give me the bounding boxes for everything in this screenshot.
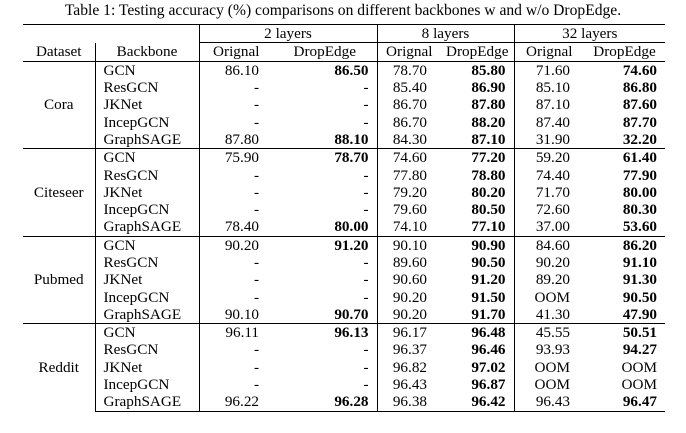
original-value-cell: 90.20: [514, 254, 584, 271]
dropedge-value-cell: 96.46: [471, 341, 506, 359]
dropedge-value-cell: 85.80: [441, 61, 514, 79]
original-value-cell: -: [199, 184, 273, 201]
dataset-label: Cora: [23, 61, 95, 148]
dropedge-value-cell: -: [363, 358, 369, 376]
dropedge-value-cell: OOM: [621, 358, 657, 376]
table-row: [23, 131, 665, 149]
original-value-cell: -: [199, 201, 273, 218]
table-row: [23, 236, 665, 254]
original-value-cell: OOM: [514, 288, 584, 305]
original-value-cell: -: [199, 359, 273, 376]
original-value-cell: 74.10: [377, 218, 441, 236]
dropedge-value-cell: 91.10: [622, 254, 657, 271]
dropedge-value-cell: 86.50: [273, 61, 377, 79]
subheader-original: Orignal: [377, 43, 441, 61]
table-row: [23, 393, 665, 411]
group-header-8-layers: 8 layers: [377, 25, 514, 43]
original-value-cell: 96.43: [377, 376, 441, 393]
dropedge-value-cell: 86.90: [471, 79, 506, 97]
results-table: [23, 24, 665, 412]
dropedge-value-cell: 91.50: [471, 288, 506, 306]
original-value-cell: 96.82: [377, 359, 441, 376]
dropedge-value-cell: 80.20: [471, 183, 506, 201]
original-value-cell: 84.30: [377, 131, 441, 149]
dropedge-value-cell: 96.13: [273, 324, 377, 342]
original-value-cell: 59.20: [514, 149, 584, 167]
original-value-cell: 90.10: [199, 306, 273, 324]
backbone-label: GraphSAGE: [95, 393, 199, 411]
backbone-label: GraphSAGE: [103, 305, 182, 323]
original-value-cell: 87.40: [514, 113, 584, 130]
original-value-cell: -: [199, 254, 273, 271]
subheader-dropedge: DropEdge: [273, 43, 377, 61]
table-row: [23, 166, 665, 183]
dropedge-value-cell: 50.51: [584, 324, 665, 342]
dropedge-value-cell: 77.20: [441, 149, 514, 167]
dropedge-value-cell: -: [363, 288, 369, 306]
backbone-label: JKNet: [103, 358, 143, 376]
dropedge-value-cell: 80.50: [471, 201, 506, 219]
original-value-cell: -: [199, 96, 273, 113]
backbone-label: ResGCN: [103, 79, 159, 97]
original-value-cell: 86.10: [199, 61, 273, 79]
table-row: [23, 61, 665, 79]
original-value-cell: 96.37: [377, 341, 441, 358]
table-row: [23, 306, 665, 324]
original-value-cell: 90.20: [199, 236, 273, 254]
dropedge-value-cell: 90.50: [622, 288, 657, 306]
original-value-cell: 71.70: [514, 184, 584, 201]
original-value-cell: 96.38: [377, 393, 441, 411]
original-value-cell: 90.20: [377, 288, 441, 305]
original-value-cell: 75.90: [199, 149, 273, 167]
original-value-cell: 31.90: [514, 131, 584, 149]
original-value-cell: -: [199, 376, 273, 393]
table-row: [23, 254, 665, 271]
backbone-label: JKNet: [103, 96, 143, 114]
subheader-original: Orignal: [514, 43, 584, 61]
header-group-row: [23, 25, 665, 43]
table-caption: Table 1: Testing accuracy (%) comparisons on different backbones w and w/o DropEdge.: [64, 2, 622, 19]
dropedge-value-cell: 77.90: [622, 166, 657, 184]
original-value-cell: 96.43: [514, 393, 584, 411]
dropedge-value-cell: 77.10: [471, 218, 506, 236]
dropedge-value-cell: 32.20: [622, 130, 657, 148]
dropedge-value-cell: 87.60: [622, 96, 657, 114]
original-value-cell: 79.60: [377, 201, 441, 218]
table-row: [23, 288, 665, 305]
dropedge-value-cell: -: [363, 254, 369, 271]
original-value-cell: 90.10: [377, 236, 441, 254]
backbone-label: GraphSAGE: [103, 218, 182, 236]
group-header-32-layers: 32 layers: [514, 25, 665, 43]
table-row: [23, 113, 665, 130]
original-value-cell: 37.00: [514, 218, 584, 236]
backbone-label: GCN: [95, 324, 199, 342]
backbone-label: JKNet: [103, 271, 143, 289]
dropedge-value-cell: 87.10: [471, 130, 506, 148]
dataset-label: Pubmed: [23, 236, 95, 323]
original-value-cell: 71.60: [514, 61, 584, 79]
original-value-cell: 90.20: [377, 306, 441, 324]
dropedge-value-cell: 91.70: [471, 305, 506, 323]
dropedge-value-cell: 96.47: [584, 393, 665, 411]
original-value-cell: 77.80: [377, 166, 441, 183]
dropedge-value-cell: 86.80: [622, 79, 657, 97]
table-body: [23, 61, 665, 411]
original-value-cell: 78.40: [199, 218, 273, 236]
dropedge-value-cell: -: [363, 376, 369, 394]
dropedge-value-cell: 96.42: [441, 393, 514, 411]
dropedge-value-cell: 88.20: [471, 113, 506, 131]
dropedge-value-cell: -: [363, 271, 369, 289]
backbone-label: ResGCN: [103, 254, 159, 271]
backbone-label: IncepGCN: [103, 201, 170, 219]
original-value-cell: -: [199, 166, 273, 183]
group-header-2-layers: 2 layers: [199, 25, 377, 43]
table-row: [23, 218, 665, 236]
original-value-cell: 79.20: [377, 184, 441, 201]
dropedge-value-cell: 86.20: [584, 236, 665, 254]
backbone-label: GCN: [95, 61, 199, 79]
backbone-label: GCN: [95, 149, 199, 167]
backbone-label: IncepGCN: [103, 288, 170, 306]
dropedge-value-cell: 96.48: [441, 324, 514, 342]
table-row: [23, 79, 665, 96]
dataset-column-header: Dataset: [23, 43, 95, 61]
dataset-label: Reddit: [23, 324, 95, 411]
dropedge-value-cell: -: [363, 96, 369, 114]
dropedge-value-cell: 91.20: [471, 271, 506, 289]
dropedge-value-cell: 91.30: [622, 271, 657, 289]
dropedge-value-cell: 80.00: [334, 218, 369, 236]
original-value-cell: -: [199, 271, 273, 288]
dropedge-value-cell: 87.80: [471, 96, 506, 114]
table-row: [23, 184, 665, 201]
backbone-label: JKNet: [103, 183, 143, 201]
original-value-cell: 96.17: [377, 324, 441, 342]
dropedge-value-cell: -: [363, 79, 369, 97]
table-row: [23, 324, 665, 342]
dropedge-value-cell: -: [363, 113, 369, 131]
original-value-cell: 89.60: [377, 254, 441, 271]
original-value-cell: 74.60: [377, 149, 441, 167]
original-value-cell: 96.22: [199, 393, 273, 411]
table-row: [23, 271, 665, 288]
original-value-cell: -: [199, 113, 273, 130]
original-value-cell: 87.10: [514, 96, 584, 113]
table-row: [23, 341, 665, 358]
original-value-cell: 85.40: [377, 79, 441, 96]
backbone-label: IncepGCN: [103, 376, 170, 394]
dropedge-value-cell: 74.60: [584, 61, 665, 79]
table-row: [23, 359, 665, 376]
dropedge-value-cell: -: [363, 341, 369, 359]
dropedge-value-cell: 90.90: [441, 236, 514, 254]
dropedge-value-cell: 47.90: [622, 305, 657, 323]
original-value-cell: OOM: [514, 376, 584, 393]
original-value-cell: 86.70: [377, 113, 441, 130]
original-value-cell: 72.60: [514, 201, 584, 218]
original-value-cell: 84.60: [514, 236, 584, 254]
dropedge-value-cell: 90.50: [471, 254, 506, 271]
original-value-cell: 45.55: [514, 324, 584, 342]
original-value-cell: OOM: [514, 359, 584, 376]
backbone-label: ResGCN: [103, 166, 159, 184]
original-value-cell: -: [199, 341, 273, 358]
original-value-cell: 78.70: [377, 61, 441, 79]
dropedge-value-cell: 80.00: [622, 183, 657, 201]
dropedge-value-cell: 91.20: [273, 236, 377, 254]
original-value-cell: 89.20: [514, 271, 584, 288]
dropedge-value-cell: 80.30: [622, 201, 657, 219]
dropedge-value-cell: 61.40: [584, 149, 665, 167]
backbone-label: ResGCN: [103, 341, 159, 359]
dropedge-value-cell: OOM: [621, 376, 657, 394]
original-value-cell: 85.10: [514, 79, 584, 96]
dropedge-value-cell: 78.80: [471, 166, 506, 184]
header-sub-row: [23, 43, 665, 61]
original-value-cell: 87.80: [199, 131, 273, 149]
backbone-column-header: Backbone: [95, 43, 199, 61]
dataset-label: Citeseer: [23, 149, 95, 236]
original-value-cell: 86.70: [377, 96, 441, 113]
dropedge-value-cell: 97.02: [471, 358, 506, 376]
dropedge-value-cell: 87.70: [622, 113, 657, 131]
original-value-cell: 96.11: [199, 324, 273, 342]
table-row: [23, 149, 665, 167]
dropedge-value-cell: 90.70: [334, 305, 369, 323]
dropedge-value-cell: -: [363, 201, 369, 219]
backbone-label: GraphSAGE: [103, 130, 182, 148]
table-row: [23, 376, 665, 393]
dropedge-value-cell: 78.70: [273, 149, 377, 167]
original-value-cell: 93.93: [514, 341, 584, 358]
dropedge-value-cell: 53.60: [622, 218, 657, 236]
dropedge-value-cell: 94.27: [622, 341, 657, 359]
dropedge-value-cell: -: [363, 183, 369, 201]
backbone-label: GCN: [95, 236, 199, 254]
dropedge-value-cell: 96.28: [273, 393, 377, 411]
dropedge-value-cell: 88.10: [334, 130, 369, 148]
subheader-original: Orignal: [199, 43, 273, 61]
dropedge-value-cell: -: [363, 166, 369, 184]
original-value-cell: 41.30: [514, 306, 584, 324]
table-row: [23, 96, 665, 113]
original-value-cell: 74.40: [514, 166, 584, 183]
dropedge-value-cell: 96.87: [471, 376, 506, 394]
original-value-cell: 90.60: [377, 271, 441, 288]
original-value-cell: -: [199, 288, 273, 305]
table-row: [23, 201, 665, 218]
subheader-dropedge: DropEdge: [441, 43, 514, 61]
backbone-label: IncepGCN: [103, 113, 170, 131]
subheader-dropedge: DropEdge: [584, 43, 665, 61]
original-value-cell: -: [199, 79, 273, 96]
